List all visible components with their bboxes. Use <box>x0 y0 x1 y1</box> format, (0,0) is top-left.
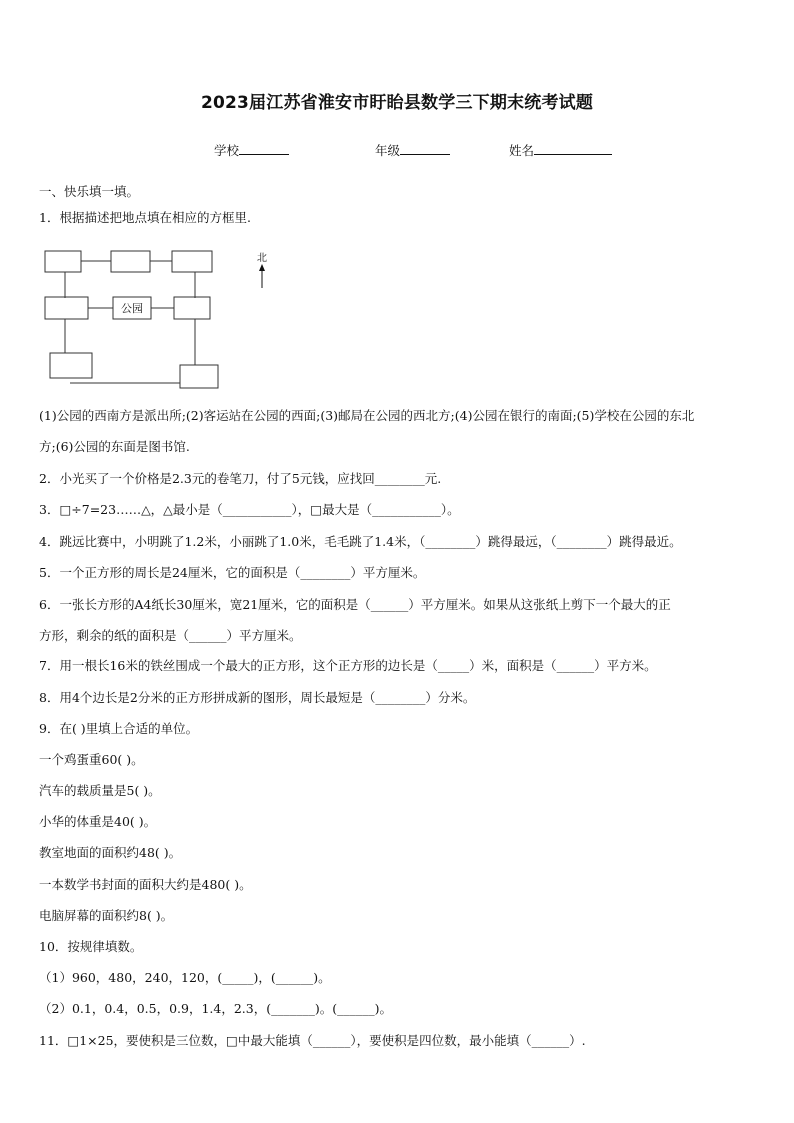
box-east[interactable] <box>174 297 210 319</box>
box-southeast[interactable] <box>180 365 218 388</box>
question-8: 8．用4个边长是2分米的正方形拼成新的图形，周长最短是（________）分米。 <box>39 690 476 705</box>
question-9-item: 汽车的载质量是5( )。 <box>39 783 161 798</box>
box-northwest[interactable] <box>45 251 81 272</box>
school-label: 学校 <box>214 143 240 158</box>
name-label: 姓名 <box>509 143 535 158</box>
north-arrow-icon <box>252 252 272 292</box>
question-1-desc-line1: (1)公园的西南方是派出所;(2)客运站在公园的西面;(3)邮局在公园的西北方;(4)公园在银行的南面;(5)学校在公园的东北 <box>39 408 695 423</box>
school-field <box>214 141 289 159</box>
box-southwest[interactable] <box>50 353 92 378</box>
grade-field <box>375 141 450 159</box>
question-10-item: （1）960，480，240，120，(_____)，(______)。 <box>39 970 331 985</box>
box-west[interactable] <box>45 297 88 319</box>
section-heading: 一、快乐填一填。 <box>39 184 140 199</box>
question-9: 9．在( )里填上合适的单位。 <box>39 721 199 736</box>
map-diagram <box>40 245 230 393</box>
question-9-item: 教室地面的面积约48( )。 <box>39 845 182 860</box>
page-title: 2023届江苏省淮安市盱眙县数学三下期末统考试题 <box>200 93 594 113</box>
north-label: 北 <box>257 253 267 264</box>
question-6-line1: 6．一张长方形的A4纸长30厘米，宽21厘米，它的面积是（______）平方厘米。如果从这张纸上剪下一个最大的正 <box>39 597 671 612</box>
park-label: 公园 <box>121 302 143 315</box>
question-9-item: 一本数学书封面的面积大约是480( )。 <box>39 877 252 892</box>
grade-label: 年级 <box>375 143 401 158</box>
school-blank[interactable] <box>239 141 289 155</box>
question-5: 5．一个正方形的周长是24厘米，它的面积是（________）平方厘米。 <box>39 565 426 580</box>
question-3: 3．□÷7=23……△，△最小是（___________），□最大是（___________）。 <box>39 502 460 517</box>
grade-blank[interactable] <box>400 141 450 155</box>
question-1-desc-line2: 方;(6)公园的东面是图书馆. <box>39 439 190 454</box>
question-6-line2: 方形，剩余的纸的面积是（______）平方厘米。 <box>39 628 302 643</box>
question-9-item: 小华的体重是40( )。 <box>39 814 157 829</box>
box-northeast[interactable] <box>172 251 212 272</box>
question-1: 1．根据描述把地点填在相应的方框里. <box>39 210 251 225</box>
question-9-item: 电脑屏幕的面积约8( )。 <box>39 908 174 923</box>
question-4: 4．跳远比赛中，小明跳了1.2米，小丽跳了1.0米，毛毛跳了1.4米，（________）跳得最远，（________）跳得最近。 <box>39 534 682 549</box>
question-10: 10．按规律填数。 <box>39 939 143 954</box>
name-blank[interactable] <box>534 141 612 155</box>
question-2: 2．小光买了一个价格是2.3元的卷笔刀，付了5元钱，应找回________元. <box>39 471 442 486</box>
question-7: 7．用一根长16米的铁丝围成一个最大的正方形，这个正方形的边长是（_____）米，面积是（______）平方米。 <box>39 658 657 673</box>
name-field <box>509 141 612 159</box>
question-9-item: 一个鸡蛋重60( )。 <box>39 752 144 767</box>
question-10-item: （2）0.1，0.4，0.5，0.9，1.4，2.3，(_______)。(______)。 <box>39 1001 392 1016</box>
question-11: 11．□1×25，要使积是三位数，□中最大能填（______），要使积是四位数，最小能填（______）. <box>39 1033 586 1048</box>
box-north[interactable] <box>111 251 150 272</box>
